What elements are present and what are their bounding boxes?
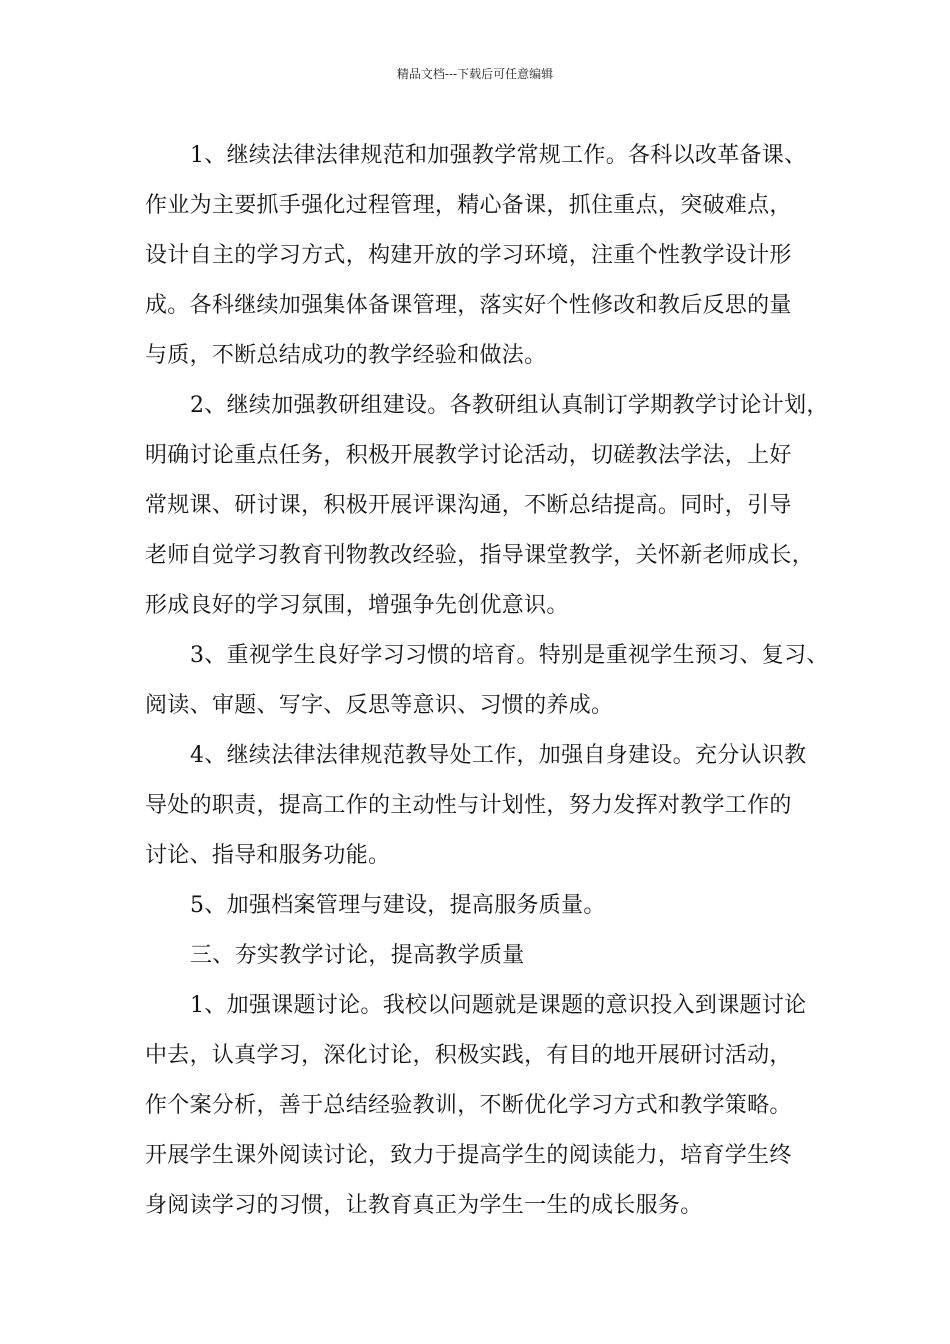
text-line: 4、继续法律法律规范教导处工作，加强自身建设。充分认识教 (190, 743, 807, 768)
text-line: 导处的职责，提高工作的主动性与计划性，努力发挥对教学工作的 (145, 793, 792, 818)
text-line: 与质，不断总结成功的教学经验和做法。 (145, 343, 547, 368)
text-line: 1、继续法律法律规范和加强教学常规工作。各科以改革备课、 (190, 143, 807, 168)
text-line: 老师自觉学习教育刊物教改经验，指导课堂教学，关怀新老师成长， (145, 543, 815, 568)
page-header: 精品文档---下载后可任意编辑 (396, 67, 554, 81)
text-line: 常规课、研讨课，积极开展评课沟通，不断总结提高。同时，引导 (145, 493, 792, 518)
text-line: 5、加强档案管理与建设，提高服务质量。 (190, 893, 606, 918)
text-line: 形成良好的学习氛围，增强争先创优意识。 (145, 593, 569, 618)
text-line: 身阅读学习的习惯，让教育真正为学生一生的成长服务。 (145, 1193, 703, 1218)
text-line: 2、继续加强教研组建设。各教研组认真制订学期教学讨论计划， (190, 393, 829, 418)
text-line: 1、加强课题讨论。我校以问题就是课题的意识投入到课题讨论 (190, 993, 807, 1018)
text-line: 成。各科继续加强集体备课管理，落实好个性修改和教后反思的量 (145, 293, 792, 318)
paragraph-3 (145, 631, 829, 731)
text-line: 阅读、审题、写字、反思等意识、习惯的养成。 (145, 693, 614, 718)
paragraph-6 (145, 981, 825, 1231)
text-line: 讨论、指导和服务功能。 (145, 843, 391, 868)
paragraph-5 (145, 881, 825, 931)
section-heading (145, 931, 825, 981)
text-line: 3、重视学生良好学习习惯的培育。特别是重视学生预习、复习、 (190, 643, 829, 668)
text-line: 作业为主要抓手强化过程管理，精心备课，抓住重点，突破难点， (145, 193, 792, 218)
section-heading-text: 三、夯实教学讨论，提高教学质量 (190, 943, 525, 968)
paragraph-4 (145, 731, 825, 881)
text-line: 作个案分析，善于总结经验教训，不断优化学习方式和教学策略。 (145, 1093, 792, 1118)
document-body (145, 131, 829, 1231)
text-line: 开展学生课外阅读讨论，致力于提高学生的阅读能力，培育学生终 (145, 1143, 792, 1168)
paragraph-2 (145, 381, 829, 631)
text-line: 设计自主的学习方式，构建开放的学习环境，注重个性教学设计形 (145, 243, 792, 268)
text-line: 明确讨论重点任务，积极开展教学讨论活动，切磋教法学法，上好 (145, 443, 792, 468)
text-line: 中去，认真学习，深化讨论，积极实践，有目的地开展研讨活动， (145, 1043, 792, 1068)
paragraph-1 (145, 131, 825, 381)
